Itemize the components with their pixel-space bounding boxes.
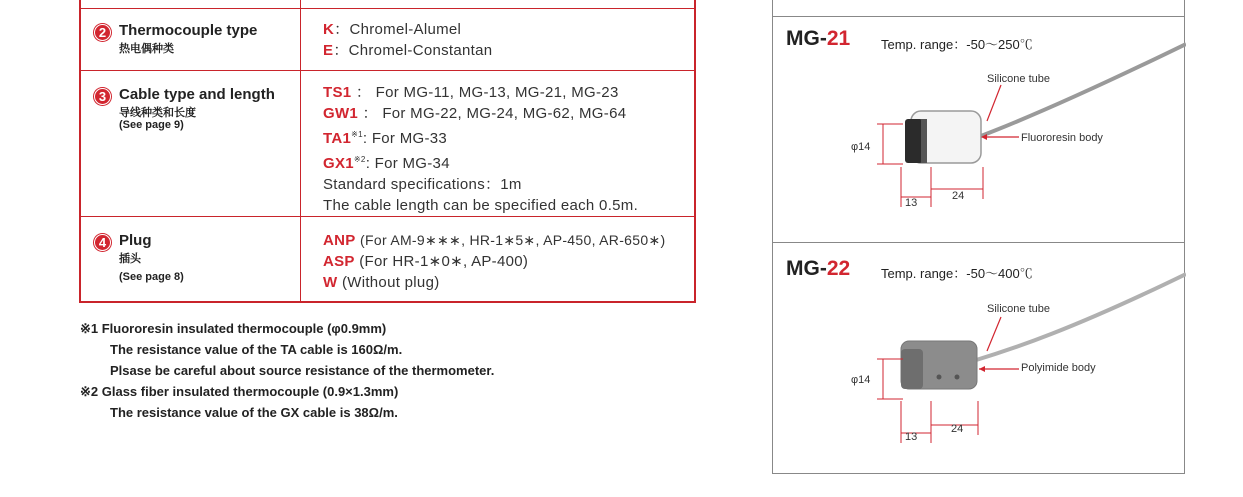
value-line	[323, 82, 638, 103]
value-text: ： For MG-22, MG-24, MG-62, MG-64	[358, 105, 627, 122]
standard-spec: Standard specifications：1m	[323, 176, 522, 193]
thermocouple-values	[323, 19, 492, 61]
dimension-b: 24	[952, 190, 965, 202]
cable-values	[323, 82, 638, 216]
code: ANP	[323, 232, 356, 249]
footnote-mark: ※2	[353, 155, 366, 164]
tube-label: Silicone tube	[987, 73, 1050, 85]
note-2-line-a: The resistance value of the GX cable is 38Ω/m.	[110, 405, 398, 420]
dimension-b: 24	[951, 423, 964, 435]
row-divider	[81, 216, 694, 217]
tube-label: Silicone tube	[987, 303, 1050, 315]
model-title-mg21: MG-21	[786, 27, 851, 50]
code: E	[323, 42, 334, 59]
model-panel	[772, 0, 1185, 474]
row-divider	[81, 8, 694, 9]
value-text: (For AM-9∗∗∗, HR-1∗5∗, AP-450, AR-650∗)	[360, 232, 666, 248]
value-text: ： For MG-11, MG-13, MG-21, MG-23	[351, 84, 619, 101]
value-line	[323, 103, 638, 124]
number-badge: 2	[93, 23, 112, 42]
dimension-a: 13	[905, 431, 918, 443]
value-line	[323, 40, 492, 61]
temp-range: Temp. range：-50～400℃	[881, 266, 1033, 281]
code: W	[323, 274, 338, 291]
code: TS1	[323, 84, 352, 101]
page-ref: (See page 9)	[119, 119, 184, 131]
code: ASP	[323, 253, 355, 270]
dimension-a: 13	[905, 197, 918, 209]
spec-table	[79, 0, 696, 303]
model-title-mg22: MG-22	[786, 257, 851, 280]
value-text: (For HR-1∗0∗, AP-400)	[359, 253, 529, 270]
value-line	[323, 251, 665, 272]
value-line	[323, 272, 665, 293]
label-en: Thermocouple type	[119, 22, 258, 39]
label-cn: 插头	[119, 253, 141, 265]
code: TA1	[323, 130, 352, 147]
note-1-line-b: Plsase be careful about source resistance of the thermometer.	[110, 363, 495, 378]
cable-mg22	[973, 274, 1186, 361]
value-text: ：Chromel-Constantan	[333, 42, 493, 59]
value-line	[323, 149, 638, 174]
row-divider	[81, 70, 694, 71]
footnote-mark: ※1	[351, 130, 363, 139]
diameter-label: φ14	[851, 374, 871, 386]
label-cn: 导线种类和长度	[119, 107, 196, 119]
code: GW1	[323, 105, 359, 122]
body-label: Fluororesin body	[1021, 132, 1103, 144]
value-line	[323, 19, 492, 40]
note-1-line-a: The resistance value of the TA cable is 160Ω/m.	[110, 342, 403, 357]
length-spec: The cable length can be specified each 0.5m.	[323, 197, 639, 214]
label-en: Plug	[119, 232, 152, 249]
column-divider	[300, 0, 301, 301]
footnotes	[80, 318, 494, 423]
value-line	[323, 124, 638, 149]
code: GX1	[323, 155, 354, 172]
value-line	[323, 230, 665, 251]
plug-values	[323, 230, 665, 293]
number-badge: 4	[93, 233, 112, 252]
value-text: ：Chromel-Alumel	[334, 21, 462, 38]
number-badge: 3	[93, 87, 112, 106]
code: K	[323, 21, 335, 38]
temp-range: Temp. range：-50～250℃	[881, 37, 1033, 52]
note-2: ※2 Glass fiber insulated thermocouple (0.9×1.3mm)	[80, 384, 399, 399]
sensor-drawings	[773, 0, 1186, 475]
sensor-mg22	[901, 341, 977, 389]
label-cn: 热电偶种类	[119, 43, 174, 55]
sensor-mg21	[905, 111, 981, 163]
value-text: : For MG-33	[362, 130, 448, 147]
body-label: Polyimide body	[1021, 362, 1096, 374]
value-text: : For MG-34	[365, 155, 450, 172]
label-en: Cable type and length	[119, 86, 275, 103]
value-text: (Without plug)	[341, 274, 440, 291]
page-ref: (See page 8)	[119, 271, 184, 283]
cable-mg21	[973, 44, 1186, 139]
note-1: ※1 Fluororesin insulated thermocouple (φ0.9mm)	[80, 321, 387, 336]
diameter-label: φ14	[851, 141, 871, 153]
